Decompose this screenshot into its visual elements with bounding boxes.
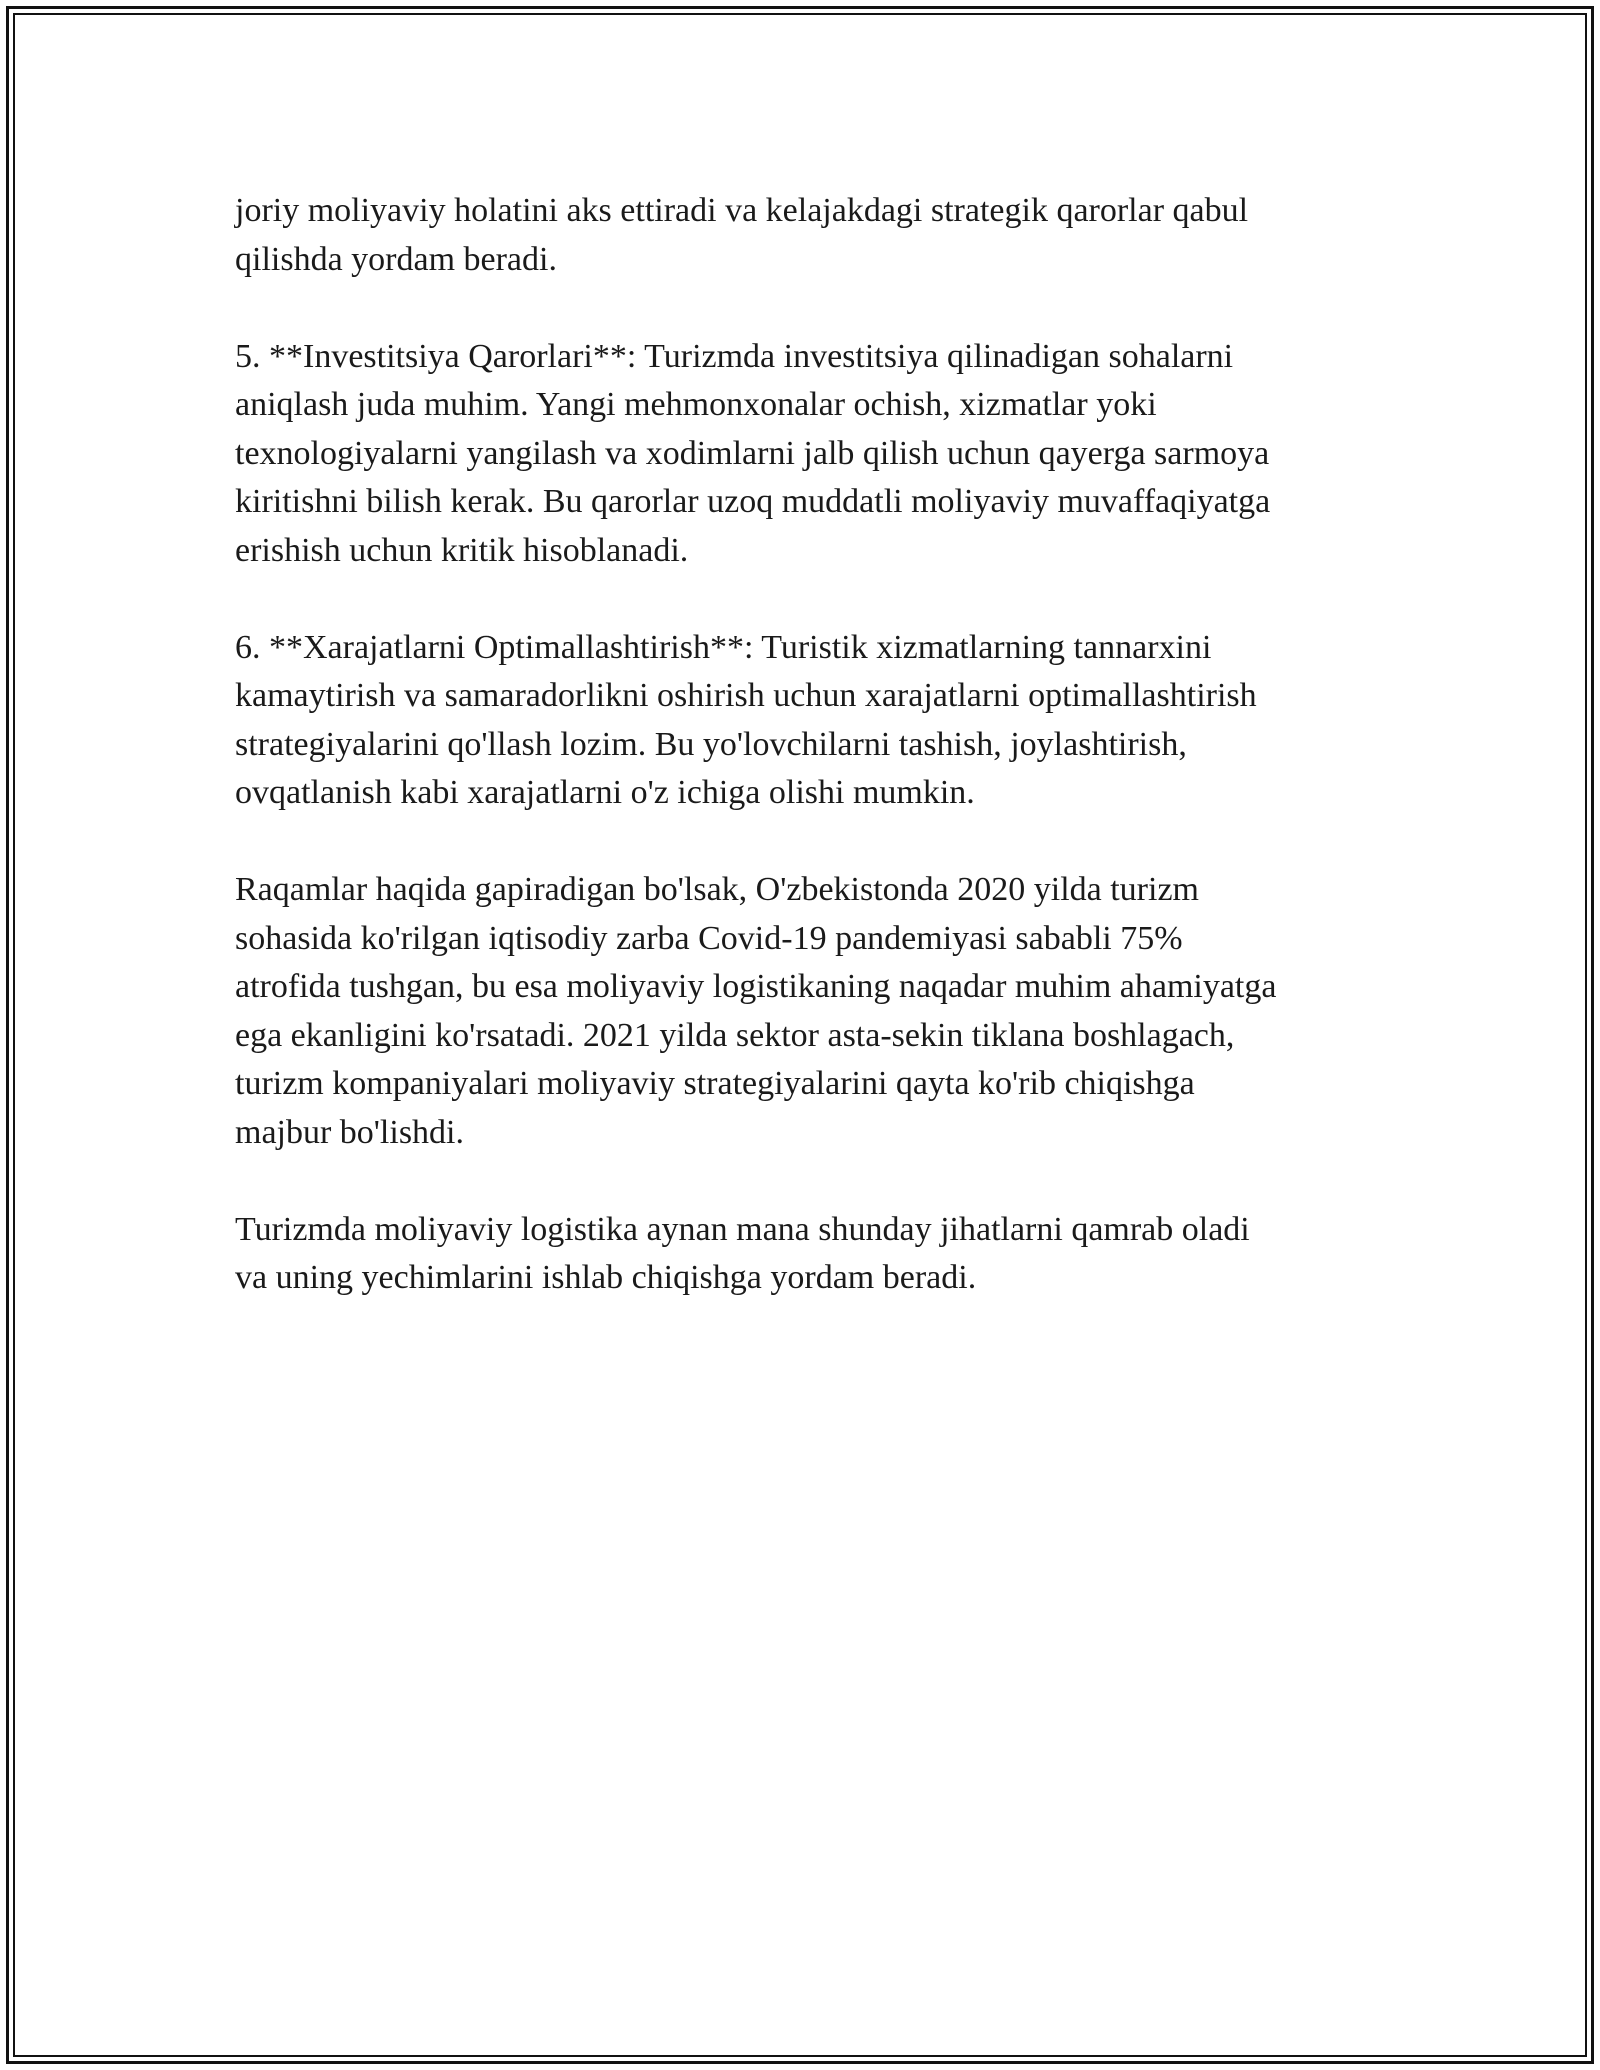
text-line: sohasida ko'rilgan iqtisodiy zarba Covid-19 pandemiyasi sababli 75% — [235, 919, 1183, 957]
text-line: turizm kompaniyalari moliyaviy strategiyalarini qayta ko'rib chiqishga — [235, 1065, 1195, 1102]
text-line: ega ekanligini ko'rsatadi. 2021 yilda sektor asta-sekin tiklana boshlagach, — [235, 1016, 1235, 1054]
paragraph-intro — [235, 187, 1375, 284]
text-line: joriy moliyaviy holatini aks ettiradi va kelajakdagi strategik qarorlar qabul — [235, 192, 1249, 229]
paragraph-investment-decisions — [235, 333, 1375, 576]
text-line: Turizmda moliyaviy logistika aynan mana shunday jihatlarni qamrab oladi — [235, 1210, 1250, 1248]
document-body — [235, 187, 1375, 1351]
text-line: kamaytirish va samaradorlikni oshirish uchun xarajatlarni optimallashtirish — [235, 677, 1257, 714]
text-line: aniqlash juda muhim. Yangi mehmonxonalar ochish, xizmatlar yoki — [235, 386, 1157, 423]
text-line: kiritishni bilish kerak. Bu qarorlar uzoq muddatli moliyaviy muvaffaqiyatga — [235, 483, 1271, 520]
text-line: qilishda yordam beradi. — [235, 240, 557, 278]
text-line: texnologiyalarni yangilash va xodimlarni jalb qilish uchun qayerga sarmoya — [235, 434, 1270, 472]
text-line: 5. **Investitsiya Qarorlari**: Turizmda investitsiya qilinadigan sohalarni — [235, 337, 1234, 375]
paragraph-statistics — [235, 866, 1375, 1157]
text-line: erishish uchun kritik hisoblanadi. — [235, 531, 689, 569]
text-line: va uning yechimlarini ishlab chiqishga yordam beradi. — [235, 1259, 977, 1296]
text-line: majbur bo'lishdi. — [235, 1113, 465, 1151]
text-line: ovqatlanish kabi xarajatlarni o'z ichiga olishi mumkin. — [235, 774, 975, 811]
text-line: strategiyalarini qo'llash lozim. Bu yo'lovchilarni tashish, joylashtirish, — [235, 725, 1187, 763]
text-line: 6. **Xarajatlarni Optimallashtirish**: Turistik xizmatlarning tannarxini — [235, 628, 1212, 666]
text-line: Raqamlar haqida gapiradigan bo'lsak, O'zbekistonda 2020 yilda turizm — [235, 871, 1199, 908]
text-line: atrofida tushgan, bu esa moliyaviy logistikaning naqadar muhim ahamiyatga — [235, 968, 1277, 1005]
paragraph-conclusion — [235, 1206, 1375, 1303]
paragraph-cost-optimization — [235, 624, 1375, 818]
